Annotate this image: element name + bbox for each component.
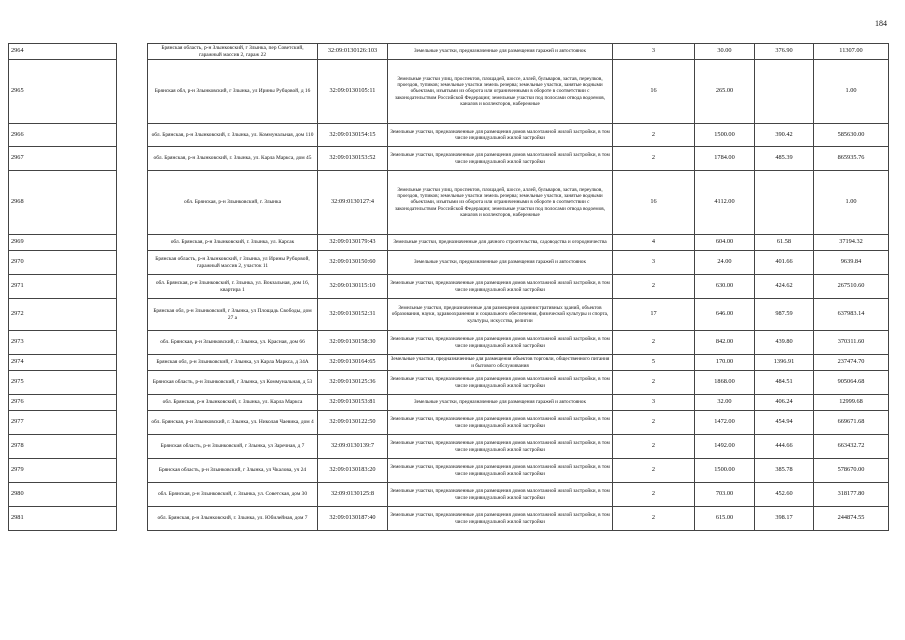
address-cell: Брянская область, р-н Злынковский, г Злынка, ул Ирины Рубцовой, гаражный массив 2, участок 11: [148, 251, 318, 275]
cadastral-number-cell: 32:09:0130105:11: [318, 60, 388, 124]
row-spacer: [117, 147, 148, 171]
land-use-cell: Земельные участки улиц, проспектов, площадей, шоссе, аллей, бульваров, застав, переулков, проездов, тупиков; земельные участки земель резерва; земельные участки, занятые водными объектами, изъятыми из оборота или ограниченными в обороте в соответствии с законодательством Российской Федерации; земельные участки под полосами отвода водоемов, каналов и коллекторов, набережные: [388, 171, 613, 235]
specific-value-cell: 390.42: [755, 124, 814, 147]
address-cell: обл. Брянская, р-н Злынковский, г. Злынка, ул. Николая Чаевика, дом 4: [148, 411, 318, 435]
row-spacer: [117, 355, 148, 371]
table-row: [9, 60, 889, 124]
cadastral-value-cell: 318177.80: [814, 483, 889, 507]
address-cell: обл. Брянская, р-н Злынковский, г. Злынка: [148, 171, 318, 235]
row-number: 2977: [9, 411, 117, 435]
specific-value-cell: 1396.91: [755, 355, 814, 371]
table-row: [9, 395, 889, 411]
land-use-cell: Земельные участки, предназначенные для размещения объектов торговли, общественного питания и бытового обслуживания: [388, 355, 613, 371]
use-group-cell: 3: [613, 44, 695, 60]
use-group-cell: 2: [613, 483, 695, 507]
row-spacer: [117, 483, 148, 507]
area-cell: 646.00: [695, 299, 755, 331]
use-group-cell: 2: [613, 459, 695, 483]
specific-value-cell: [755, 171, 814, 235]
land-use-cell: Земельные участки, предназначенные для размещения гаражей и автостоянок: [388, 395, 613, 411]
row-spacer: [117, 275, 148, 299]
cadastral-value-cell: 637983.14: [814, 299, 889, 331]
table-row: [9, 435, 889, 459]
table-row: [9, 299, 889, 331]
cadastral-number-cell: 32:09:0130154:15: [318, 124, 388, 147]
cadastral-value-cell: 12999.68: [814, 395, 889, 411]
specific-value-cell: 385.78: [755, 459, 814, 483]
table-row: [9, 483, 889, 507]
land-use-cell: Земельные участки, предназначенные для размещения административных зданий, объектов образования, науки, здравоохранения и социального обеспечения, физической культуры и спорта, культуры, искусства, религии: [388, 299, 613, 331]
cadastral-value-cell: 905064.68: [814, 371, 889, 395]
table-row: [9, 147, 889, 171]
area-cell: 1500.00: [695, 459, 755, 483]
specific-value-cell: 398.17: [755, 507, 814, 531]
cadastral-value-cell: 9639.84: [814, 251, 889, 275]
use-group-cell: 2: [613, 435, 695, 459]
land-use-cell: Земельные участки, предназначенные для размещения домов малоэтажной жилой застройки, в том числе индивидуальной жилой застройки: [388, 507, 613, 531]
cadastral-value-cell: 578670.00: [814, 459, 889, 483]
address-cell: Брянская область, р-н Злынковский, г Злынка, ул Чкалова, уч 24: [148, 459, 318, 483]
cadastral-number-cell: 32:09:0130127:4: [318, 171, 388, 235]
cadastral-value-cell: 663432.72: [814, 435, 889, 459]
area-cell: 30.00: [695, 44, 755, 60]
cadastral-value-cell: 11307.00: [814, 44, 889, 60]
specific-value-cell: 406.24: [755, 395, 814, 411]
table-row: [9, 371, 889, 395]
area-cell: 703.00: [695, 483, 755, 507]
table-row: [9, 331, 889, 355]
row-spacer: [117, 395, 148, 411]
land-use-cell: Земельные участки, предназначенные для размещения домов малоэтажной жилой застройки, в том числе индивидуальной жилой застройки: [388, 371, 613, 395]
address-cell: Брянская область, р-н Злынковский, г Злынка, ул Заречная, д 7: [148, 435, 318, 459]
address-cell: Брянская область, р-н Злынковский, г Злынка, ул Коммунальная, д 53: [148, 371, 318, 395]
row-spacer: [117, 331, 148, 355]
table-row: [9, 507, 889, 531]
land-use-cell: Земельные участки, предназначенные для размещения домов малоэтажной жилой застройки, в том числе индивидуальной жилой застройки: [388, 483, 613, 507]
row-number: 2967: [9, 147, 117, 171]
area-cell: 842.00: [695, 331, 755, 355]
row-spacer: [117, 411, 148, 435]
table-row: [9, 275, 889, 299]
use-group-cell: 2: [613, 275, 695, 299]
land-use-cell: Земельные участки, предназначенные для размещения гаражей и автостоянок: [388, 251, 613, 275]
cadastral-number-cell: 32:09:0130153:81: [318, 395, 388, 411]
land-use-cell: Земельные участки, предназначенные для размещения домов малоэтажной жилой застройки, в том числе индивидуальной жилой застройки: [388, 124, 613, 147]
use-group-cell: 2: [613, 147, 695, 171]
row-number: 2974: [9, 355, 117, 371]
cadastral-number-cell: 32:09:0130158:30: [318, 331, 388, 355]
row-number: 2965: [9, 60, 117, 124]
use-group-cell: 3: [613, 251, 695, 275]
row-spacer: [117, 435, 148, 459]
area-cell: 170.00: [695, 355, 755, 371]
row-number: 2968: [9, 171, 117, 235]
cadastral-value-table: [8, 43, 889, 531]
address-cell: обл. Брянская, р-н Злынковский, г. Злынка, ул. Коммунальная, дом 110: [148, 124, 318, 147]
row-number: 2969: [9, 235, 117, 251]
area-cell: 1868.00: [695, 371, 755, 395]
use-group-cell: 2: [613, 411, 695, 435]
use-group-cell: 2: [613, 124, 695, 147]
area-cell: 1784.00: [695, 147, 755, 171]
area-cell: 630.00: [695, 275, 755, 299]
area-cell: 32.00: [695, 395, 755, 411]
row-spacer: [117, 124, 148, 147]
cadastral-number-cell: 32:09:0130152:31: [318, 299, 388, 331]
area-cell: 24.00: [695, 251, 755, 275]
row-number: 2981: [9, 507, 117, 531]
cadastral-number-cell: 32:09:0130125:8: [318, 483, 388, 507]
row-spacer: [117, 459, 148, 483]
specific-value-cell: 485.39: [755, 147, 814, 171]
cadastral-number-cell: 32:09:0130164:65: [318, 355, 388, 371]
table-body: [9, 44, 889, 531]
cadastral-number-cell: 32:09:0130187:40: [318, 507, 388, 531]
specific-value-cell: 484.51: [755, 371, 814, 395]
row-number: 2980: [9, 483, 117, 507]
land-use-cell: Земельные участки, предназначенные для размещения домов малоэтажной жилой застройки, в том числе индивидуальной жилой застройки: [388, 459, 613, 483]
cadastral-value-cell: 669671.68: [814, 411, 889, 435]
row-number: 2978: [9, 435, 117, 459]
address-cell: обл. Брянская, р-н Злынковский, г. Злынка, ул. Юбилейная, дом 7: [148, 507, 318, 531]
specific-value-cell: 424.62: [755, 275, 814, 299]
land-use-cell: Земельные участки, предназначенные для размещения домов малоэтажной жилой застройки, в том числе индивидуальной жилой застройки: [388, 275, 613, 299]
table-row: [9, 171, 889, 235]
row-number: 2964: [9, 44, 117, 60]
area-cell: 604.00: [695, 235, 755, 251]
cadastral-value-cell: 37194.32: [814, 235, 889, 251]
row-number: 2975: [9, 371, 117, 395]
land-use-cell: Земельные участки, предназначенные для размещения домов малоэтажной жилой застройки, в том числе индивидуальной жилой застройки: [388, 331, 613, 355]
cadastral-number-cell: 32:09:0130122:50: [318, 411, 388, 435]
cadastral-value-cell: 1.00: [814, 171, 889, 235]
cadastral-value-cell: 244874.55: [814, 507, 889, 531]
row-number: 2976: [9, 395, 117, 411]
land-use-cell: Земельные участки, предназначенные для размещения домов малоэтажной жилой застройки, в том числе индивидуальной жилой застройки: [388, 411, 613, 435]
specific-value-cell: 439.80: [755, 331, 814, 355]
address-cell: обл. Брянская, р-н Злынковский, г. Злынка, ул. Советская, дом 30: [148, 483, 318, 507]
address-cell: обл. Брянская, р-н Злынковский, г. Злынка, ул. Красная, дом 66: [148, 331, 318, 355]
row-number: 2973: [9, 331, 117, 355]
address-cell: Брянская обл, р-н Злынковский, г Злынка, ул Ирины Рубцовой, д 16: [148, 60, 318, 124]
use-group-cell: 2: [613, 507, 695, 531]
use-group-cell: 2: [613, 331, 695, 355]
area-cell: 4112.00: [695, 171, 755, 235]
land-use-cell: Земельные участки улиц, проспектов, площадей, шоссе, аллей, бульваров, застав, переулков, проездов, тупиков; земельные участки земель резерва; земельные участки, занятые водными объектами, изъятыми из оборота или ограниченными в обороте в соответствии с законодательством Российской Федерации; земельные участки под полосами отвода водоемов, каналов и коллекторов, набережные: [388, 60, 613, 124]
cadastral-value-cell: 267510.60: [814, 275, 889, 299]
cadastral-number-cell: 32:09:0130139:7: [318, 435, 388, 459]
cadastral-number-cell: 32:09:0130125:36: [318, 371, 388, 395]
row-number: 2971: [9, 275, 117, 299]
area-cell: 265.00: [695, 60, 755, 124]
address-cell: обл. Брянская, р-н Злынковский, г. Злынка, ул. Карла Маркса: [148, 395, 318, 411]
specific-value-cell: 61.58: [755, 235, 814, 251]
land-use-cell: Земельные участки, предназначенные для размещения домов малоэтажной жилой застройки, в том числе индивидуальной жилой застройки: [388, 435, 613, 459]
table-row: [9, 124, 889, 147]
table-row: [9, 355, 889, 371]
area-cell: 1472.00: [695, 411, 755, 435]
table-row: [9, 459, 889, 483]
land-use-cell: Земельные участки, предназначенные для дачного строительства, садоводства и огородничества: [388, 235, 613, 251]
specific-value-cell: 444.66: [755, 435, 814, 459]
row-spacer: [117, 171, 148, 235]
row-spacer: [117, 371, 148, 395]
specific-value-cell: 376.90: [755, 44, 814, 60]
table-row: [9, 235, 889, 251]
cadastral-value-cell: 1.00: [814, 60, 889, 124]
cadastral-number-cell: 32:09:0130179:43: [318, 235, 388, 251]
use-group-cell: 5: [613, 355, 695, 371]
area-cell: 615.00: [695, 507, 755, 531]
row-spacer: [117, 60, 148, 124]
row-spacer: [117, 251, 148, 275]
cadastral-value-cell: 237474.70: [814, 355, 889, 371]
use-group-cell: 3: [613, 395, 695, 411]
use-group-cell: 17: [613, 299, 695, 331]
cadastral-number-cell: 32:09:0130115:10: [318, 275, 388, 299]
cadastral-value-cell: 585630.00: [814, 124, 889, 147]
row-spacer: [117, 235, 148, 251]
use-group-cell: 16: [613, 171, 695, 235]
cadastral-value-cell: 865935.76: [814, 147, 889, 171]
cadastral-number-cell: 32:09:0130183:20: [318, 459, 388, 483]
use-group-cell: 16: [613, 60, 695, 124]
address-cell: обл. Брянская, р-н Злынковский, г. Злынка, ул. Карсак: [148, 235, 318, 251]
page-number: 184: [875, 19, 887, 28]
table-row: [9, 44, 889, 60]
address-cell: Брянская область, р-н Злынковский, г Злынка, пер Советский, гаражный массив 2, гараж 22: [148, 44, 318, 60]
address-cell: Брянская обл, р-н Злынковский, г Злынка, ул Карла Маркса, д 34А: [148, 355, 318, 371]
area-cell: 1500.00: [695, 124, 755, 147]
address-cell: обл. Брянская, р-н Злынковский, г. Злынка, ул. Вокзальная, дом 16, квартира 1: [148, 275, 318, 299]
row-spacer: [117, 299, 148, 331]
row-spacer: [117, 507, 148, 531]
land-use-cell: Земельные участки, предназначенные для размещения домов малоэтажной жилой застройки, в том числе индивидуальной жилой застройки: [388, 147, 613, 171]
use-group-cell: 2: [613, 371, 695, 395]
cadastral-value-cell: 370311.60: [814, 331, 889, 355]
specific-value-cell: 987.59: [755, 299, 814, 331]
table-row: [9, 251, 889, 275]
row-number: 2966: [9, 124, 117, 147]
address-cell: обл. Брянская, р-н Злынковский, г. Злынка, ул. Карла Маркса, дом 45: [148, 147, 318, 171]
row-spacer: [117, 44, 148, 60]
row-number: 2970: [9, 251, 117, 275]
land-use-cell: Земельные участки, предназначенные для размещения гаражей и автостоянок: [388, 44, 613, 60]
specific-value-cell: 454.94: [755, 411, 814, 435]
specific-value-cell: 452.60: [755, 483, 814, 507]
cadastral-number-cell: 32:09:0130150:60: [318, 251, 388, 275]
area-cell: 1492.00: [695, 435, 755, 459]
specific-value-cell: 401.66: [755, 251, 814, 275]
address-cell: Брянская обл, р-н Злынковский, г Злынка, ул Площадь Свободы, дом 27 а: [148, 299, 318, 331]
use-group-cell: 4: [613, 235, 695, 251]
row-number: 2979: [9, 459, 117, 483]
specific-value-cell: [755, 60, 814, 124]
table-row: [9, 411, 889, 435]
cadastral-number-cell: 32:09:0130126:103: [318, 44, 388, 60]
cadastral-number-cell: 32:09:0130153:52: [318, 147, 388, 171]
row-number: 2972: [9, 299, 117, 331]
